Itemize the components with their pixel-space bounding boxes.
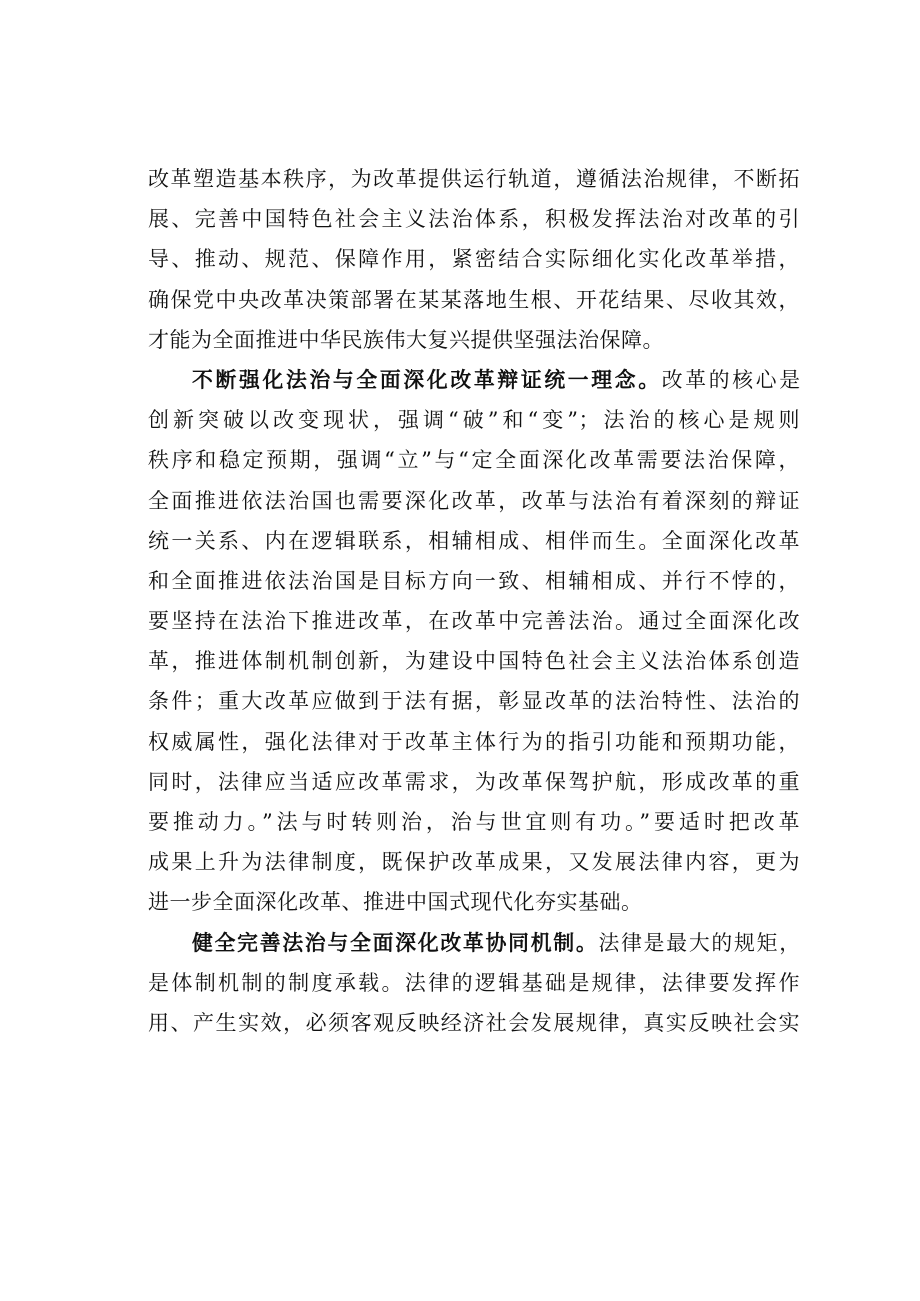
paragraph-2-first-line-rest: 改革的核心是 [661,367,800,392]
paragraph-2-line: 秩序和稳定预期，强调“立”与“定全面深化改革需要法治保障， [148,448,800,473]
paragraph-1-line: 改革塑造基本秩序，为改革提供运行轨道，遵循法治规律，不断拓 [148,167,800,191]
paragraph-2 [148,360,800,923]
paragraph-2-line: 革，推进体制机制创新，为建设中国特色社会主义法治体系创造 [148,649,800,674]
paragraph-1-line: 导、推动、规范、保障作用，紧密结合实际细化实化改革举措， [148,247,800,272]
paragraph-2-heading: 不断强化法治与全面深化改革辩证统一理念。 [192,366,662,392]
paragraph-1-line: 才能为全面推进中华民族伟大复兴提供坚强法治保障。 [148,327,664,352]
paragraph-2-line: 要推动力。”法与时转则治，治与世宜则有功。”要适时把改革 [148,810,800,834]
paragraph-3-line: 用、产生实效，必须客观反映经济社会发展规律，真实反映社会实 [148,1010,800,1035]
paragraph-2-line: 成果上升为法律制度，既保护改革成果，又发展法律内容，更为 [148,850,800,875]
paragraph-2-first-line [148,360,800,400]
paragraph-1-line: 展、完善中国特色社会主义法治体系，积极发挥法治对改革的引 [148,207,800,232]
document-body [148,159,800,1043]
paragraph-2-line: 同时，法律应当适应改革需求，为改革保驾护航，形成改革的重 [148,769,800,794]
paragraph-1-line: 确保党中央改革决策部署在某某落地生根、开花结果、尽收其效， [148,287,800,312]
paragraph-2-line: 要坚持在法治下推进改革，在改革中完善法治。通过全面深化改 [148,609,800,634]
paragraph-2-line: 条件；重大改革应做到于法有据，彰显改革的法治特性、法治的 [148,689,800,714]
paragraph-2-line: 统一关系、内在逻辑联系，相辅相成、相伴而生。全面深化改革 [148,528,800,553]
paragraph-2-line: 权威属性，强化法律对于改革主体行为的指引功能和预期功能， [148,729,800,754]
paragraph-2-line: 进一步全面深化改革、推进中国式现代化夯实基础。 [148,890,643,915]
paragraph-3-heading: 健全完善法治与全面深化改革协同机制。 [192,929,599,955]
paragraph-2-line: 和全面推进依法治国是目标方向一致、相辅相成、并行不悖的， [148,568,800,593]
paragraph-1 [148,159,800,360]
paragraph-3-first-line [148,923,800,963]
paragraph-3-first-line-rest: 法律是最大的规矩， [598,930,800,955]
paragraph-2-line: 创新突破以改变现状，强调“破”和“变”；法治的核心是规则 [148,408,800,433]
paragraph-2-line: 全面推进依法治国也需要深化改革，改革与法治有着深刻的辩证 [148,488,800,513]
paragraph-3-line: 是体制机制的制度承载。法律的逻辑基础是规律，法律要发挥作 [148,970,800,995]
paragraph-3 [148,923,800,1044]
